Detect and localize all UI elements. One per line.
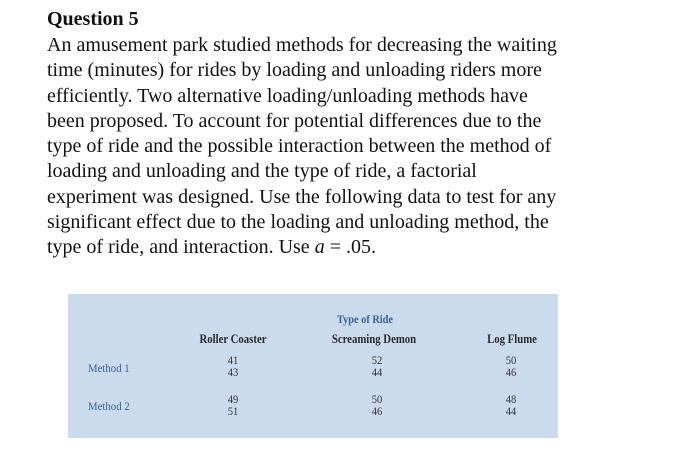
last-line-prefix: type of ride, and interaction. Use (47, 236, 315, 259)
cell-value: 43 (227, 364, 239, 379)
question-line: type of ride and the possible interaction between the method of (47, 135, 552, 158)
table-cell (228, 394, 239, 417)
question-line: efficiently. Two alternative loading/unloading methods have (47, 84, 528, 107)
table-cell (372, 394, 383, 417)
cell-value: 44 (505, 403, 517, 418)
cell-value: 49 (227, 392, 239, 406)
cell-value: 48 (505, 392, 517, 406)
table-cell (506, 355, 517, 378)
question-title: Question 5 (47, 8, 139, 30)
question-line: An amusement park studied methods for decreasing the waiting (47, 34, 557, 56)
question-block (47, 8, 627, 261)
column-header-screaming-demon: Screaming Demon (331, 332, 417, 346)
column-header-log-flume: Log Flume (487, 332, 537, 346)
cell-value: 46 (505, 364, 517, 379)
question-line: significant effect due to the loading and unloading method, the (47, 211, 549, 234)
cell-value: 50 (505, 353, 517, 367)
cell-value: 51 (227, 403, 239, 418)
table-cell (372, 355, 383, 378)
question-line: been proposed. To account for potential differences due to the (47, 109, 542, 132)
table-cell (506, 394, 517, 417)
cell-value: 50 (371, 392, 383, 406)
data-table-panel (68, 294, 558, 438)
row-label-method-2: Method 2 (88, 399, 130, 413)
cell-value: 44 (371, 364, 383, 379)
question-line: time (minutes) for rides by loading and unloading riders more (47, 59, 542, 82)
question-last-line (47, 235, 627, 260)
row-label-method-1: Method 1 (88, 361, 130, 375)
cell-value: 52 (371, 353, 383, 367)
cell-value: 41 (227, 353, 239, 367)
cell-value: 46 (371, 403, 383, 418)
table-cell (228, 355, 239, 378)
question-line: loading and unloading and the type of ride, a factorial (47, 160, 477, 183)
alpha-symbol: a (314, 236, 325, 259)
question-line: experiment was designed. Use the following data to test for any (47, 185, 557, 208)
type-of-ride-header: Type of Ride (337, 312, 393, 326)
column-header-roller-coaster: Roller Coaster (199, 332, 267, 346)
last-line-suffix: = .05. (324, 236, 376, 259)
